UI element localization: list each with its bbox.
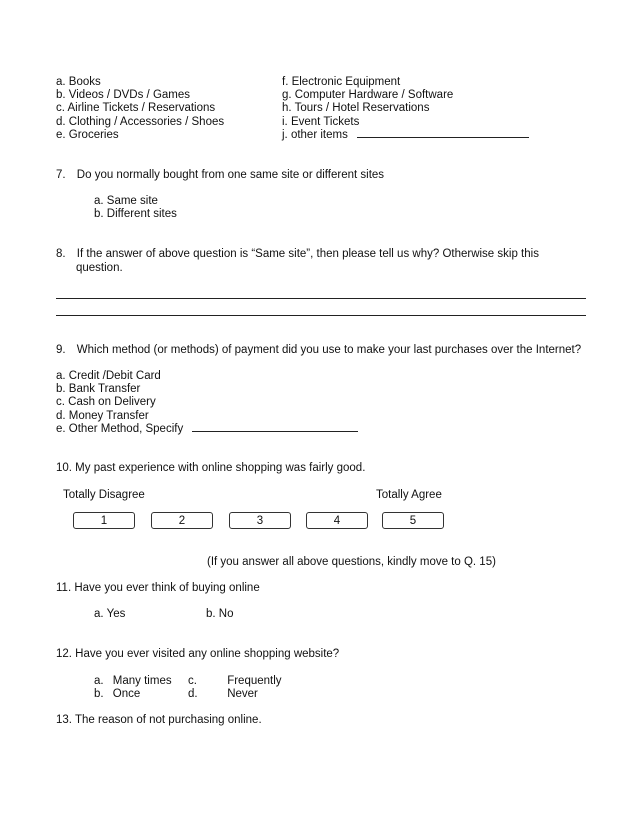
q12-option-c[interactable] bbox=[188, 675, 282, 688]
payment-option[interactable]: a. Credit /Debit Card bbox=[56, 370, 161, 382]
category-item: c. Airline Tickets / Reservations bbox=[56, 102, 216, 115]
answer-line[interactable] bbox=[56, 298, 586, 299]
category-item: a. Books bbox=[56, 76, 101, 88]
other-items-blank[interactable] bbox=[357, 137, 529, 138]
q11-option-b[interactable]: b. No bbox=[206, 608, 234, 620]
payment-option[interactable]: b. Bank Transfer bbox=[56, 383, 141, 396]
question-13: 13. The reason of not purchasing online. bbox=[56, 714, 262, 726]
category-item: h. Tours / Hotel Reservations bbox=[282, 102, 430, 115]
rating-option-3[interactable]: 3 bbox=[229, 512, 291, 529]
option-letter: b. bbox=[94, 688, 104, 700]
question-text-continued: question. bbox=[76, 262, 123, 274]
category-item: e. Groceries bbox=[56, 128, 119, 141]
question-text: Which method (or methods) of payment did you use to make your last purchases over the Internet? bbox=[76, 344, 582, 356]
category-item: g. Computer Hardware / Software bbox=[282, 89, 454, 102]
question-12: 12. Have you ever visited any online shopping website? bbox=[56, 648, 340, 660]
q12-option-a[interactable] bbox=[94, 675, 172, 688]
question-number: 8. bbox=[56, 248, 66, 260]
payment-option[interactable]: d. Money Transfer bbox=[56, 409, 149, 422]
question-number: 9. bbox=[56, 344, 66, 356]
option-label: Many times bbox=[112, 675, 172, 687]
question-number: 7. bbox=[56, 169, 66, 181]
category-list-left bbox=[56, 76, 224, 142]
q7-option-b[interactable]: b. Different sites bbox=[94, 208, 177, 220]
option-letter: c. bbox=[188, 675, 197, 687]
rating-option-4[interactable]: 4 bbox=[306, 512, 368, 529]
option-label: Frequently bbox=[227, 675, 282, 687]
question-9 bbox=[56, 344, 581, 357]
question-11: 11. Have you ever think of buying online bbox=[56, 582, 260, 594]
category-item: f. Electronic Equipment bbox=[282, 76, 401, 88]
option-letter: d. bbox=[188, 688, 198, 700]
specify-blank[interactable] bbox=[192, 431, 358, 432]
question-text: Do you normally bought from one same site or different sites bbox=[76, 169, 385, 181]
option-label: Never bbox=[227, 688, 258, 700]
q12-option-b[interactable] bbox=[94, 688, 140, 701]
rating-option-2[interactable]: 2 bbox=[151, 512, 213, 529]
payment-option bbox=[56, 423, 358, 436]
q11-option-a[interactable]: a. Yes bbox=[94, 608, 126, 620]
answer-line[interactable] bbox=[56, 315, 586, 316]
category-list-right bbox=[282, 76, 529, 142]
rating-option-5[interactable]: 5 bbox=[382, 512, 444, 529]
question-text: If the answer of above question is “Same site”, then please tell us why? Otherwise skip this bbox=[76, 248, 539, 260]
category-item: b. Videos / DVDs / Games bbox=[56, 89, 191, 102]
option-letter: a. bbox=[94, 675, 104, 687]
scale-right-label: Totally Agree bbox=[376, 489, 442, 501]
category-item: i. Event Tickets bbox=[282, 115, 360, 128]
question-8 bbox=[56, 248, 539, 261]
payment-option[interactable]: c. Cash on Delivery bbox=[56, 396, 156, 409]
category-item bbox=[282, 129, 529, 142]
option-label: Once bbox=[112, 688, 141, 700]
category-item: d. Clothing / Accessories / Shoes bbox=[56, 115, 225, 128]
q7-option-a[interactable]: a. Same site bbox=[94, 195, 158, 207]
skip-instruction: (If you answer all above questions, kindly move to Q. 15) bbox=[207, 556, 496, 568]
q12-option-d[interactable] bbox=[188, 688, 258, 701]
question-10: 10. My past experience with online shopping was fairly good. bbox=[56, 462, 366, 474]
payment-option-other[interactable]: e. Other Method, Specify bbox=[56, 422, 184, 435]
scale-left-label: Totally Disagree bbox=[63, 489, 145, 501]
rating-option-1[interactable]: 1 bbox=[73, 512, 135, 529]
category-other-label: j. other items bbox=[282, 128, 348, 141]
question-7 bbox=[56, 169, 384, 182]
payment-option-list bbox=[56, 370, 358, 436]
